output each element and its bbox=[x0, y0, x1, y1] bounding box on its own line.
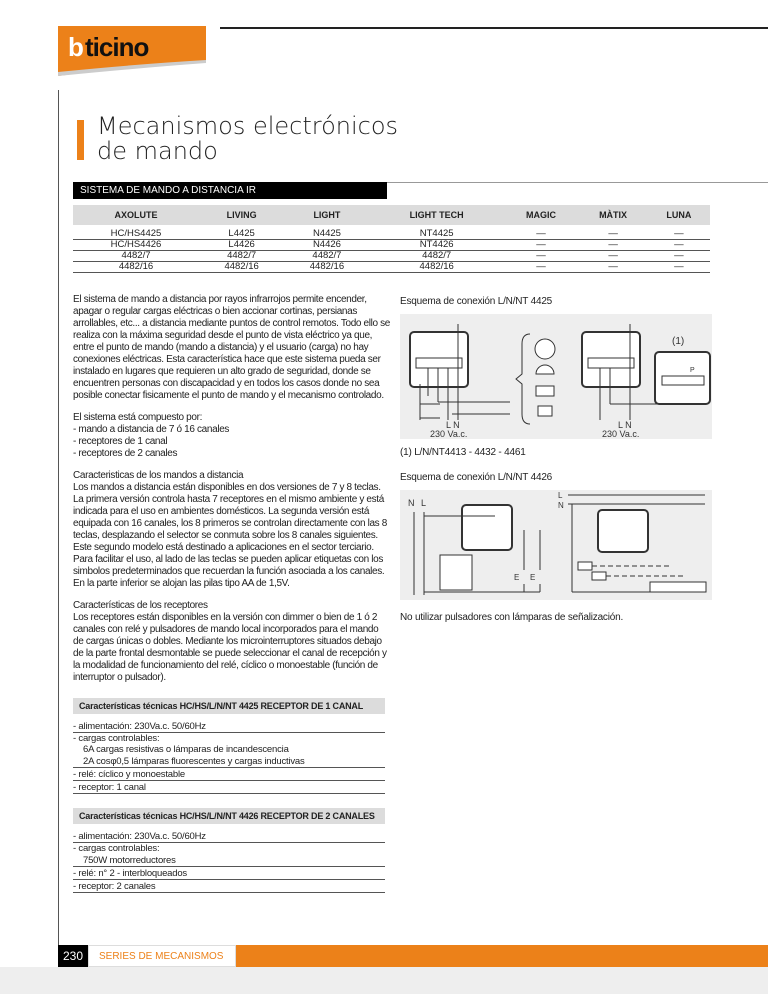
receiver-icon bbox=[410, 332, 468, 387]
spec-item: - receptor: 2 canales bbox=[73, 880, 385, 893]
diagram-label: N bbox=[408, 498, 415, 508]
left-column bbox=[73, 294, 391, 893]
spec-box-4425 bbox=[73, 698, 385, 794]
table-cell: 4482/16 bbox=[284, 262, 369, 273]
table-cell: — bbox=[648, 251, 710, 262]
spec-item: - alimentación: 230Va.c. 50/60Hz bbox=[73, 720, 385, 733]
table-cell: HC/HS4426 bbox=[73, 240, 199, 251]
table-cell: 4482/16 bbox=[370, 262, 504, 273]
table-cell: — bbox=[504, 262, 579, 273]
table-cell: N4426 bbox=[284, 240, 369, 251]
diagram-label: 230 Va.c. bbox=[602, 429, 640, 439]
table-cell: — bbox=[504, 225, 579, 240]
receiver-icon bbox=[598, 510, 648, 552]
title-line-2: de mando bbox=[97, 137, 218, 165]
receivers-text: Los receptores están disponibles en la versión con dimmer o bien de 1 ó 2 canales con relé y pulsadores de mando local incorporados para el mando de cargas únicas o dobles. Mediante los microinterruptores situados debajo de la parte frontal desmontable se puede seleccionar el canal de recepción y la modalidad de funcionamiento del relé, cíclico o monoestable (función de interruptor o pulsador). bbox=[73, 612, 387, 683]
composition-title: El sistema está compuesto por: bbox=[73, 412, 203, 423]
pushbutton-icon bbox=[655, 352, 710, 404]
composition-item: - receptores de 1 canal bbox=[73, 436, 168, 447]
intro-paragraph: El sistema de mando a distancia por rayos infrarrojos permite encender, apagar o regular cargas eléctricas o bien accionar cortinas, persianas arrollables, etc... a distancia mediante puntos de control remotos. Todo ello se realiza con la máxima seguridad desde el punto de vista eléctrico ya que, entre el punto de mando (mando a distancia) y el usuario (carga) no hay conexiones eléctricas. Esta característica hace que este sistema pueda ser instalado en lugares que requieren un alto grado de seguridad, donde se encuentren personas con discapacidad y en todos los casos donde no sea posible conectar fisicamente el punto de mando y el mecanismo controlado. bbox=[73, 294, 391, 401]
receivers-title: Características de los receptores bbox=[73, 600, 208, 611]
title-accent bbox=[77, 120, 84, 160]
col-header: AXOLUTE bbox=[73, 205, 199, 225]
product-table bbox=[73, 205, 710, 273]
table-row bbox=[73, 240, 710, 251]
title-line-1: Mecanismos electrónicos bbox=[97, 112, 399, 140]
diagram-label: (1) bbox=[672, 336, 685, 347]
footer-accent-bar bbox=[236, 945, 768, 967]
table-cell: 4482/7 bbox=[284, 251, 369, 262]
receiver-icon bbox=[582, 332, 640, 387]
diagram-1-caption: Esquema de conexión L/N/NT 4425 bbox=[400, 296, 553, 307]
diagram-label: L bbox=[421, 498, 427, 508]
shutter-icon bbox=[440, 555, 472, 590]
diagram-2-caption: Esquema de conexión L/N/NT 4426 bbox=[400, 472, 553, 483]
svg-text:b: b bbox=[68, 32, 83, 62]
col-header: MAGIC bbox=[504, 205, 579, 225]
table-cell: HC/HS4425 bbox=[73, 225, 199, 240]
table-cell: 4482/7 bbox=[73, 251, 199, 262]
page-number: 230 bbox=[58, 945, 88, 967]
table-cell: — bbox=[578, 251, 648, 262]
spec-item: - cargas controlables: bbox=[73, 843, 160, 854]
remotes-paragraph bbox=[73, 470, 391, 590]
motor-icon bbox=[650, 582, 706, 592]
diagram-label: L N bbox=[618, 420, 632, 430]
bottom-band bbox=[0, 967, 768, 994]
diagram-label: P bbox=[690, 367, 695, 374]
page-title bbox=[97, 114, 398, 164]
table-cell: N4425 bbox=[284, 225, 369, 240]
table-cell: 4482/7 bbox=[199, 251, 284, 262]
spec-item: - alimentación: 230Va.c. 50/60Hz bbox=[73, 830, 385, 843]
remotes-title: Caracteristicas de los mandos a distancia bbox=[73, 470, 244, 481]
table-cell: — bbox=[578, 225, 648, 240]
wiring-diagram-4426 bbox=[400, 490, 712, 600]
table-cell: L4426 bbox=[199, 240, 284, 251]
table-row bbox=[73, 225, 710, 240]
diagram-label: L bbox=[558, 491, 563, 500]
col-header: MÀTIX bbox=[578, 205, 648, 225]
receivers-paragraph bbox=[73, 600, 391, 684]
receiver-icon bbox=[462, 505, 512, 550]
spec-item: - relé: n° 2 - interbloqueados bbox=[73, 867, 385, 880]
spec-item: - cargas controlables: bbox=[73, 733, 160, 744]
table-cell: — bbox=[578, 262, 648, 273]
section-heading: SISTEMA DE MANDO A DISTANCIA IR bbox=[73, 182, 387, 199]
table-cell: — bbox=[648, 225, 710, 240]
section-rule bbox=[387, 182, 768, 183]
col-header: LIVING bbox=[199, 205, 284, 225]
page-footer bbox=[58, 945, 768, 967]
table-cell: — bbox=[504, 240, 579, 251]
top-rule bbox=[220, 27, 768, 29]
right-column bbox=[400, 296, 715, 624]
composition-item: - receptores de 2 canales bbox=[73, 448, 178, 459]
col-header: LIGHT bbox=[284, 205, 369, 225]
remotes-text: Los mandos a distancia están disponibles en dos versiones de 7 y 8 teclas. La primera versión controla hasta 7 receptores en el mismo ambiente y está indicada para el uso en ambientes domésticos. La segunda versión está equipada con 16 canales, los 8 primeros se controlan directamente con las 8 teclas, desplazando el selector se conmuta sobre los 8 canales siguientes. Este segundo modelo está destinado a aplicaciones en el sector terciario. Para facilitar el uso, al lado de las teclas se pueden aplicar etiquetas con los simbolos predeterminados que recuerdan la función asociada a los canales. En la parte inferior se alojan las pilas tipo AA de 1,5V. bbox=[73, 482, 387, 589]
spec-header: Características técnicas HC/HS/L/N/NT 4426 RECEPTOR DE 2 CANALES bbox=[73, 808, 385, 824]
table-cell: — bbox=[578, 240, 648, 251]
margin-rule bbox=[58, 90, 59, 945]
table-cell: 4482/16 bbox=[199, 262, 284, 273]
diagram-label: L N bbox=[446, 420, 460, 430]
table-cell: NT4425 bbox=[370, 225, 504, 240]
table-cell: — bbox=[648, 262, 710, 273]
bticino-logo bbox=[58, 26, 206, 76]
diagram-label: 230 Va.c. bbox=[430, 429, 468, 439]
table-cell: — bbox=[504, 251, 579, 262]
spec-item: 6A cargas resistivas o lámparas de incandescencia bbox=[83, 744, 289, 755]
diagram-label: E bbox=[514, 573, 520, 582]
spec-box-4426 bbox=[73, 808, 385, 893]
table-cell: 4482/16 bbox=[73, 262, 199, 273]
table-cell: NT4426 bbox=[370, 240, 504, 251]
table-row bbox=[73, 262, 710, 273]
spec-item: - receptor: 1 canal bbox=[73, 781, 385, 794]
col-header: LIGHT TECH bbox=[370, 205, 504, 225]
table-row bbox=[73, 251, 710, 262]
spec-item: 2A cosφ0,5 lámparas fluorescentes y cargas inductivas bbox=[73, 755, 385, 768]
spec-item: 750W motorreductores bbox=[73, 854, 385, 867]
diagram-2-note: No utilizar pulsadores con lámparas de señalización. bbox=[400, 612, 624, 623]
spec-item: - relé: cíclico y monoestable bbox=[73, 768, 385, 781]
diagram-1-note: (1) L/N/NT4413 - 4432 - 4461 bbox=[400, 447, 526, 458]
svg-text:ticino: ticino bbox=[85, 32, 149, 62]
table-cell: 4482/7 bbox=[370, 251, 504, 262]
col-header: LUNA bbox=[648, 205, 710, 225]
table-cell: — bbox=[648, 240, 710, 251]
lamp-icon bbox=[535, 339, 555, 359]
footer-section-label: SERIES DE MECANISMOS bbox=[88, 945, 236, 967]
diagram-label: N bbox=[558, 501, 564, 510]
spec-header: Características técnicas HC/HS/L/N/NT 4425 RECEPTOR DE 1 CANAL bbox=[73, 698, 385, 714]
diagram-label: E bbox=[530, 573, 536, 582]
composition-paragraph bbox=[73, 412, 391, 460]
wiring-diagram-4425 bbox=[400, 314, 712, 439]
composition-item: - mando a distancia de 7 ó 16 canales bbox=[73, 424, 230, 435]
table-cell: L4425 bbox=[199, 225, 284, 240]
